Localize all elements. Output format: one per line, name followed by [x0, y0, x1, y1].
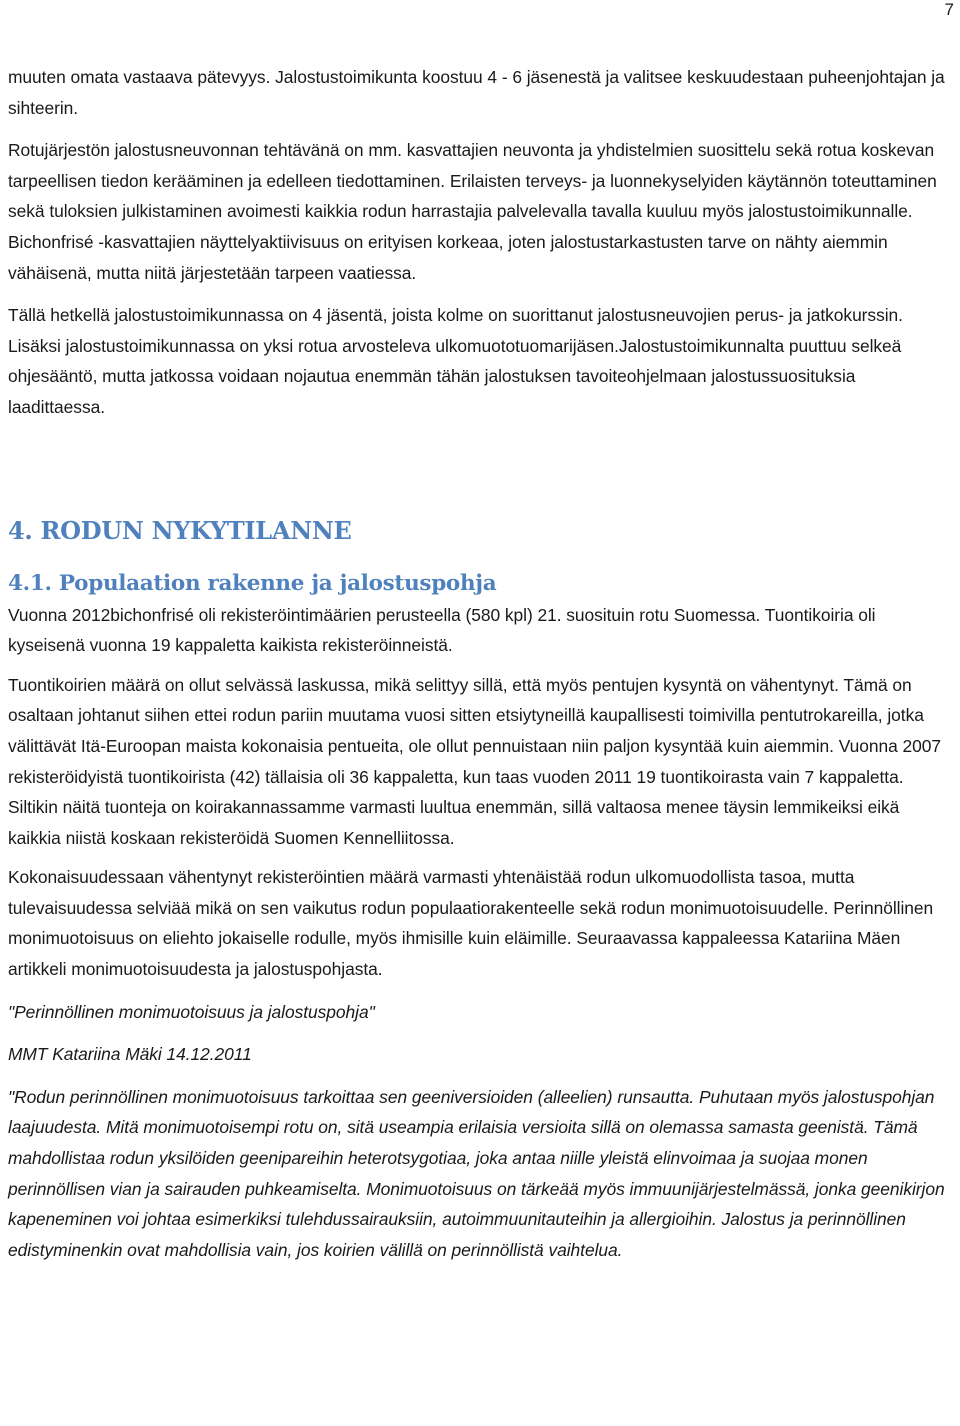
paragraph-committee-members: Tällä hetkellä jalostustoimikunnassa on 4 jäsentä, joista kolme on suorittanut jalostusneuvojien perus- ja jatkokurssin. Lisäksi jalostustoimikunnassa on yksi rotua arvosteleva ulkomuototuomarijäsen.Jalostustoimikunnalta puuttuu selkeä ohjesääntö, mutta jatkossa voidaan nojautua enemmän tähän jalostuksen tavoiteohjelmaan jalostussuosituksia laadittaessa. [8, 305, 903, 417]
paragraph-breeding-advice: Rotujärjestön jalostusneuvonnan tehtävänä on mm. kasvattajien neuvonta ja yhdistelmien suosittelu sekä rotua koskevan tarpeellisen tiedon kerääminen ja edelleen tiedottaminen. Erilaisten terveys- ja luonnekyselyiden käytännön toteuttaminen sekä tuloksien julkistaminen avoimesti kaikkia rodun harrastajia palvelevalla tavalla kuuluu myös jalostustoimikunnalle. Bichonfrisé -kasvattajien näyttelyaktiivisuus on erityisen korkeaa, joten jalostustarkastusten tarve on nähty aiemmin vähäisenä, mutta niitä järjestetään tarpeen vaatiessa. [8, 140, 937, 283]
quote-body: "Rodun perinnöllinen monimuotoisuus tarkoittaa sen geeniversioiden (alleelien) runsautta. Puhutaan myös jalostuspohjan laajuudesta. Mitä monimuotoisempi rotu on, sitä useampia erilaisia versioita sillä on olemassa samasta geenistä. Tämä mahdollistaa rodun yksilöiden geenipareihin heterotsygotiaa, joka antaa niille yleistä elinvoimaa ja suojaa monen perinnöllisen vian ja sairauden puhkeamiselta. Monimuotoisuus on tärkeää myös immuunijärjestelmässä, jonka geenikirjon kapeneminen voi johtaa esimerkiksi tulehdussairauksiin, autoimmuunitauteihin ja allergioihin. Jalostus ja perinnöllinen edistyminenkin ovat mahdollisia vain, jos koirien välillä on perinnöllistä vaihtelua. [8, 1086, 945, 1260]
page-number: 7 [944, 0, 954, 19]
paragraph-registrations: Vuonna 2012bichonfrisé oli rekisteröintimäärien perusteella (580 kpl) 21. suosituin rotu Suomessa. Tuontikoiria oli kyseisenä vuonna 19 kappaletta kaikista rekisteröinneistä. [8, 604, 876, 656]
quote-author: MMT Katariina Mäki 14.12.2011 [8, 1044, 252, 1065]
section-heading: 4. RODUN NYKYTILANNE [8, 515, 352, 545]
paragraph-diversity: Kokonaisuudessaan vähentynyt rekisteröintien määrä varmasti yhtenäistää rodun ulkomuodollista tasoa, mutta tulevaisuudessa selviää mikä on sen vaikutus rodun populaatiorakenteelle sekä rodun monimuotoisuudelle. Perinnöllinen monimuotoisuus on eliehto jokaiselle rodulle, myös ihmisille kuin eläimille. Seuraavassa kappaleessa Katariina Mäen artikkeli monimuotoisuudesta ja jalostuspohjasta. [8, 867, 934, 980]
document-body [8, 62, 954, 1265]
paragraph-import-dogs: Tuontikoirien määrä on ollut selvässä laskussa, mikä selittyy sillä, että myös pentujen kysyntä on vähentynyt. Tämä on osaltaan johtanut siihen ettei rodun pariin muutama vuosi sitten etsiytyneillä kaupallisesti toimivilla pentutrokareilla, jotka välittävät Itä-Euroopan maista kokonaisia pentueita, ole ollut pennuistaan niin paljon kysyntää kuin aiemmin. Vuonna 2007 rekisteröidyistä tuontikoirista (42) tällaisia oli 36 kappaletta, kun taas vuoden 2011 19 tuontikoirasta vain 7 kappaletta. Siltikin näitä tuonteja on koirakannassamme varmasti luultua enemmän, sillä valtaosa menee täysin lemmikeiksi eikä kaikkia niistä koskaan rekisteröidä Suomen Kennelliitossa. [8, 674, 941, 848]
paragraph-eligibility: muuten omata vastaava pätevyys. Jalostustoimikunta koostuu 4 - 6 jäsenestä ja valitsee keskuudestaan puheenjohtajan ja sihteerin. [8, 67, 945, 118]
quote-title: "Perinnöllinen monimuotoisuus ja jalostuspohja" [8, 1001, 375, 1022]
subsection-heading: 4.1. Populaation rakenne ja jalostuspohja [8, 570, 497, 596]
